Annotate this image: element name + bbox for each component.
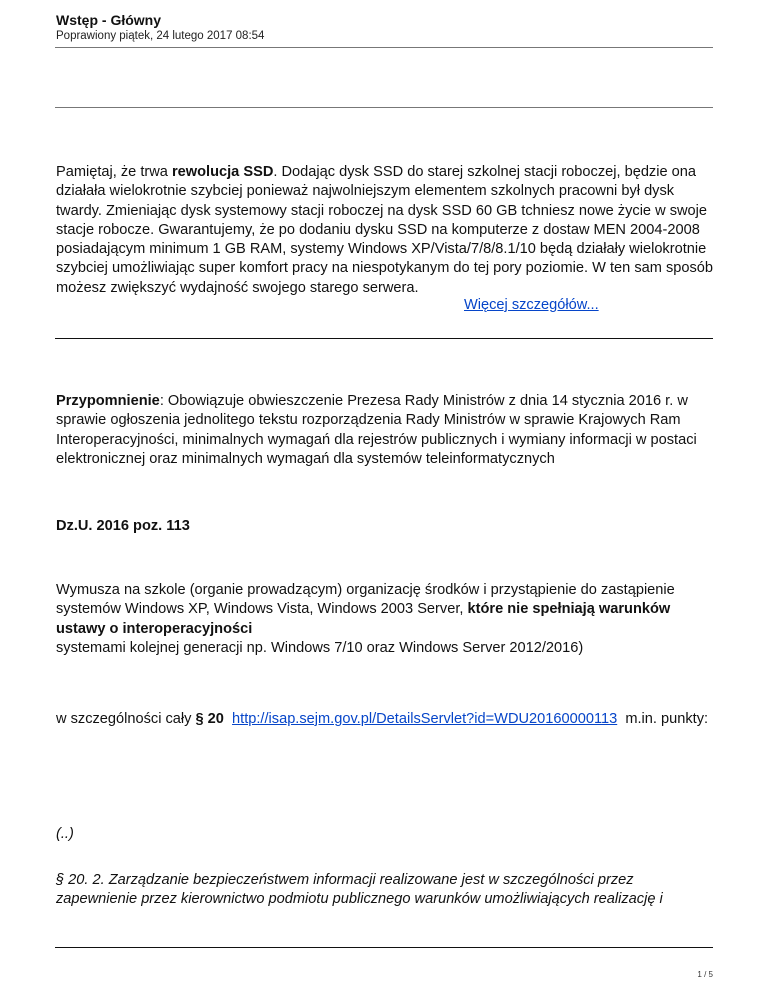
enforce-bold: które nie spełniają warunków ustawy o interoperacyjności — [56, 601, 671, 637]
page-title: Wstęp - Główny — [56, 12, 161, 28]
section-divider — [55, 338, 713, 339]
more-details-link[interactable]: Więcej szczegółów... — [464, 297, 599, 313]
top-divider — [55, 107, 713, 108]
intro-text-2: . Dodając dysk SSD do starej szkolnej stacji roboczej, będzie ona działała wielokrotnie szybciej ponieważ najwolniejszym elementem szkolnych pracowni był dysk twardy. Zmieniając dysk systemowy stacji roboczej na dysk SSD 60 GB tchniesz nowe życie w swoje stacje robocze. Gwarantujemy, że po dodaniu dysku SSD na komputerze z dostaw MEN 2004-2008 posiadającym minimum 1 GB RAM, systemy Windows XP/Vista/7/8/8.1/10 będą działały wielokrotnie szybciej umożliwiając super komfort pracy na niespotykanym do tej pory poziomie. W ten sam sposób możesz zwiększyć wydajność swojego starego serwera. — [56, 164, 713, 296]
reminder-text: : Obowiązuje obwieszczenie Prezesa Rady Ministrów z dnia 14 stycznia 2016 r. w sprawie ogłoszenia jednolitego tekstu rozporządzenia Rady Ministrów w sprawie Krajowych Ram Interoperacyjności, minimalnych wymagań dla rejestrów publicznych i wymiany informacji w postaci elektronicznej oraz minimalnych wymagań dla systemów teleinformatycznych — [56, 393, 697, 467]
page-number: 1 / 5 — [697, 970, 713, 979]
isap-link[interactable]: http://isap.sejm.gov.pl/DetailsServlet?id=WDU20160000113 — [232, 711, 618, 727]
section-paragraph — [56, 710, 716, 729]
header-divider — [55, 47, 713, 48]
modified-date: Poprawiony piątek, 24 lutego 2017 08:54 — [56, 30, 265, 42]
section-bold-paragraph: § 20 — [195, 711, 224, 727]
enforce-text-1: Wymusza na szkole (organie prowadzącym) organizację środków i przystąpienie do zastąpienie systemów Windows XP, Windows Vista, Windows 2003 Server, — [56, 582, 675, 618]
section-text-2: m.in. punkty: — [621, 711, 709, 727]
enforce-text-2: systemami kolejnej generacji np. Windows 7/10 oraz Windows Server 2012/2016) — [56, 639, 584, 656]
quote-paragraph: § 20. 2. Zarządzanie bezpieczeństwem informacji realizowane jest w szczególności przez zapewnienie przez kierownictwo podmiotu publicznego warunków umożliwiających realizację i — [56, 872, 663, 908]
intro-paragraph — [56, 163, 716, 313]
journal-reference: Dz.U. 2016 poz. 113 — [56, 518, 190, 534]
intro-bold-ssd: rewolucja SSD — [171, 164, 274, 180]
reminder-paragraph — [56, 392, 716, 469]
intro-text-1: Pamiętaj, że trwa — [56, 164, 172, 180]
enforce-paragraph — [56, 581, 716, 658]
ellipsis-text: (..) — [56, 826, 74, 842]
section-text-1: w szczególności cały — [56, 711, 196, 727]
reminder-label: Przypomnienie — [56, 393, 160, 409]
footer-divider — [55, 947, 713, 948]
